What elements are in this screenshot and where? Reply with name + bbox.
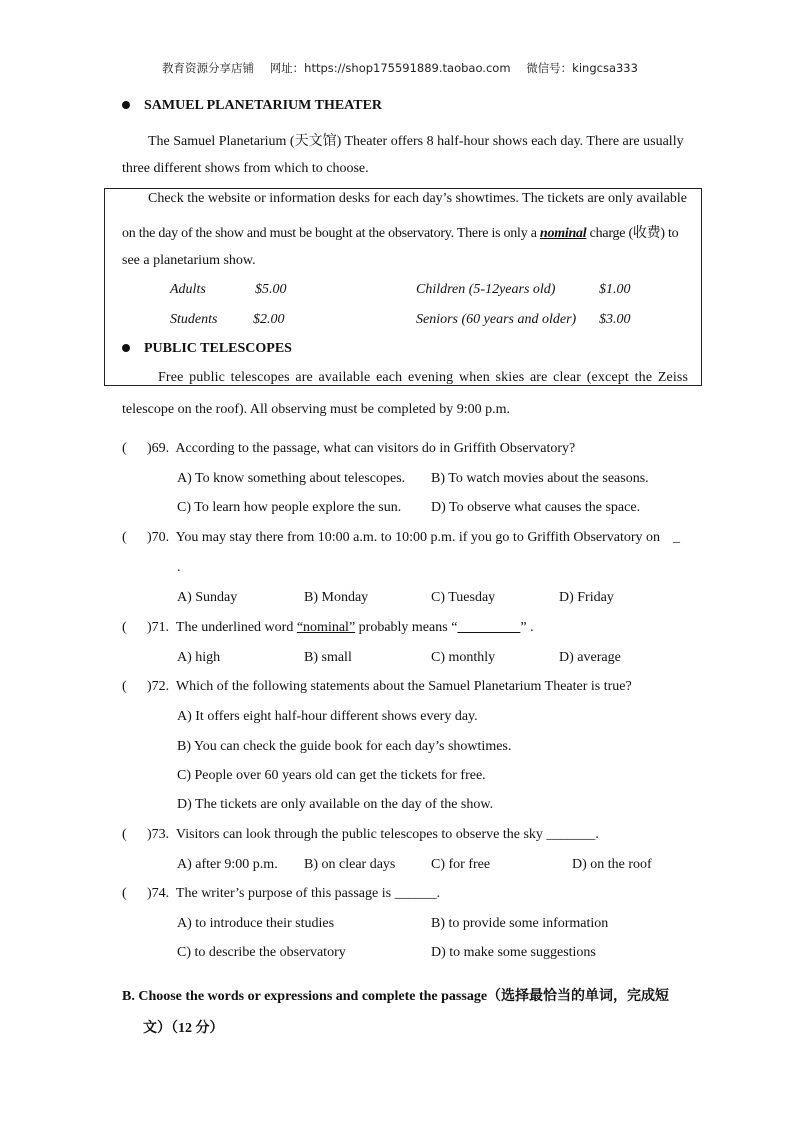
- q71-blank: [457, 620, 520, 635]
- q70-option-b: B) Monday: [304, 590, 369, 605]
- section-b-line1: B. Choose the words or expressions and complete the passage（选择最恰当的单词，完成短: [122, 989, 670, 1004]
- q74-num: )74.: [147, 886, 170, 901]
- q74-option-c: C) to describe the observatory: [177, 945, 346, 960]
- q71-option-d: D) average: [559, 650, 621, 665]
- q73-text: Visitors can look through the public telescopes to observe the sky _______.: [175, 827, 599, 842]
- q73-stem: [147, 827, 599, 843]
- nominal-word: nominal: [539, 226, 587, 241]
- q74-stem: [147, 886, 440, 902]
- planetarium-p2-line3: see a planetarium show.: [122, 253, 256, 268]
- p2-line2-post: charge (收费) to: [586, 226, 679, 241]
- telescopes-title: PUBLIC TELESCOPES: [144, 341, 292, 356]
- q71-text-end: ” .: [520, 620, 534, 635]
- q71-text-post: probably means “: [355, 620, 458, 635]
- q71-option-a: A) high: [177, 650, 221, 665]
- bullet-icon: [122, 344, 130, 352]
- planetarium-p1-line2: three different shows from which to choose.: [122, 161, 369, 176]
- price-value-students: $2.00: [253, 312, 285, 327]
- page-header: [0, 60, 800, 76]
- planetarium-p2-line2: [122, 222, 678, 242]
- q72-option-c: C) People over 60 years old can get the tickets for free.: [177, 768, 486, 783]
- price-label-children: Children (5-12years old): [416, 282, 556, 297]
- q72-option-a: A) It offers eight half-hour different shows every day.: [177, 709, 478, 724]
- planetarium-p2-line1: Check the website or information desks for each day’s showtimes. The tickets are only available: [148, 191, 687, 206]
- header-shop: 教育资源分享店铺: [162, 61, 255, 75]
- q71-num: )71.: [147, 620, 170, 635]
- price-label-adults: Adults: [170, 282, 206, 297]
- price-label-seniors: Seniors (60 years and older): [416, 312, 577, 327]
- q69-text: According to the passage, what can visitors do in Griffith Observatory?: [175, 441, 576, 456]
- q71-option-b: B) small: [304, 650, 352, 665]
- q73-option-c: C) for free: [431, 857, 491, 872]
- planetarium-p1-line1: The Samuel Planetarium (天文馆) Theater offers 8 half-hour shows each day. There are usually: [148, 134, 684, 149]
- q69-option-d: D) To observe what causes the space.: [431, 500, 641, 515]
- q69-paren: (: [122, 441, 127, 456]
- q70-num: )70.: [147, 530, 170, 545]
- q72-option-b: B) You can check the guide book for each day’s showtimes.: [177, 739, 512, 754]
- q74-option-a: A) to introduce their studies: [177, 916, 335, 931]
- q70-stem: [147, 530, 660, 546]
- q69-option-b: B) To watch movies about the seasons.: [431, 471, 649, 486]
- planetarium-title: SAMUEL PLANETARIUM THEATER: [144, 98, 383, 113]
- q69-option-a: A) To know something about telescopes.: [177, 471, 406, 486]
- q71-option-c: C) monthly: [431, 650, 496, 665]
- q73-option-d: D) on the roof: [572, 857, 652, 872]
- section-b-line2: 文）（12 分）: [143, 1021, 224, 1036]
- q72-num: )72.: [147, 679, 170, 694]
- price-value-seniors: $3.00: [599, 312, 631, 327]
- q74-option-b: B) to provide some information: [431, 916, 609, 931]
- q73-num: )73.: [147, 827, 170, 842]
- p2-line2-pre: on the day of the show and must be bought at the observatory. There is only a: [122, 226, 540, 241]
- price-value-children: $1.00: [599, 282, 631, 297]
- q74-paren: (: [122, 886, 127, 901]
- q69-num: )69.: [147, 441, 170, 456]
- q72-text: Which of the following statements about the Samuel Planetarium Theater is true?: [175, 679, 632, 694]
- q71-underlined-word: “nominal”: [296, 620, 356, 635]
- q70-text: You may stay there from 10:00 a.m. to 10:00 p.m. if you go to Griffith Observatory on: [175, 530, 661, 545]
- q70-paren: (: [122, 530, 127, 545]
- q73-paren: (: [122, 827, 127, 842]
- planetarium-heading: [122, 98, 382, 114]
- q69-option-c: C) To learn how people explore the sun.: [177, 500, 402, 515]
- header-url: 网址：https://shop175591889.taobao.com: [269, 61, 511, 75]
- q71-stem: [147, 620, 534, 636]
- q70-option-a: A) Sunday: [177, 590, 238, 605]
- telescopes-line2: telescope on the roof). All observing must be completed by 9:00 p.m.: [122, 402, 511, 417]
- q69-stem: [147, 441, 575, 457]
- telescopes-line1: Free public telescopes are available each evening when skies are clear (except the Zeiss: [158, 370, 689, 385]
- price-label-students: Students: [170, 312, 218, 327]
- q71-text-pre: The underlined word: [175, 620, 297, 635]
- q74-text: The writer’s purpose of this passage is ______.: [175, 886, 441, 901]
- q70-stem-cont: .: [177, 560, 181, 575]
- q73-option-a: A) after 9:00 p.m.: [177, 857, 278, 872]
- price-value-adults: $5.00: [255, 282, 287, 297]
- q70-option-c: C) Tuesday: [431, 590, 496, 605]
- q72-stem: [147, 679, 632, 695]
- bullet-icon: [122, 101, 130, 109]
- q70-option-d: D) Friday: [559, 590, 614, 605]
- q71-paren: (: [122, 620, 127, 635]
- q70-blank: _: [673, 530, 680, 545]
- header-wechat: 微信号：kingcsa333: [526, 61, 638, 75]
- q72-option-d: D) The tickets are only available on the day of the show.: [177, 797, 494, 812]
- q74-option-d: D) to make some suggestions: [431, 945, 596, 960]
- q72-paren: (: [122, 679, 127, 694]
- q73-option-b: B) on clear days: [304, 857, 396, 872]
- telescopes-heading: [122, 341, 292, 357]
